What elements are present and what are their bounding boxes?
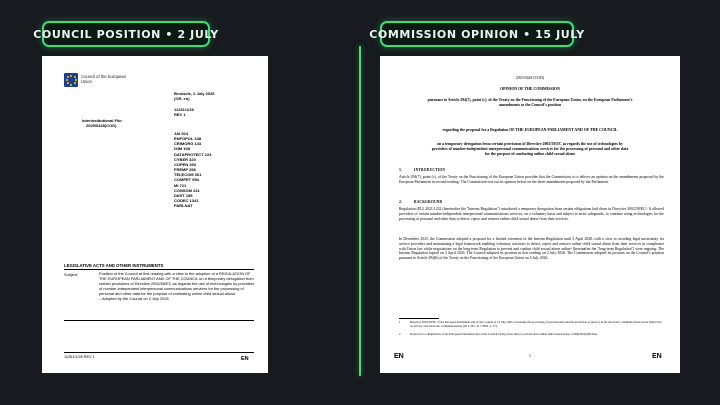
page-number: 1 [529, 354, 531, 358]
council-logo-text: Council of the European Union [81, 74, 126, 84]
footer-language-right: EN [652, 353, 662, 360]
footer-language-left: EN [394, 353, 404, 360]
original-language: (OR. en) [174, 96, 190, 101]
code-item: MI 721 [174, 182, 187, 188]
code-item: PARLNAT [174, 203, 193, 209]
eu-flag-icon [64, 73, 78, 87]
document-codes [174, 131, 211, 208]
code-item: COMPET 994 [174, 177, 199, 183]
pursuant-text: pursuant to Article 294(7), point (c), of the Treaty on the Functioning of the European Union, on the European Parliament's amendments to the Council's position [427, 98, 633, 107]
footnote-1-number: 1 [399, 320, 401, 324]
section-1-text: Article 294(7), point (c), of the Treaty on the Functioning of the European Union provides that the Commission is to deliver an opinion on the amendments proposed by the European Parliament in second reading. The Commission sets out its opinion below on the three amendments proposed by the Parliament. [399, 175, 664, 184]
section-1-number: 1. [399, 168, 402, 172]
code-item: CYBER 320 [174, 156, 196, 162]
derogation-text: on a temporary derogation from certain provisions of Directive 2002/58/EC as regards the use of technologies by providers of number-independent interpersonal communications services for the processing of personal and other data for the purpose of combating online child sexual abuse [431, 142, 629, 156]
place-date: Brussels, 2 July 2026 [174, 91, 215, 96]
council-position-label: COUNCIL POSITION • 2 JULY [42, 21, 210, 47]
code-item: CRIMORG 143 [174, 141, 202, 147]
subject-block [99, 272, 255, 301]
interinstitutional-value: 2025/0428(COD) [86, 123, 117, 128]
code-item: CODEC 1341 [174, 198, 199, 204]
code-item: IXIM 108 [174, 146, 191, 152]
code-item: FREMP 258 [174, 167, 196, 173]
code-item: TELECOM 361 [174, 172, 202, 178]
footnote-2-text: Proposal for a Regulation of the European Parliament and of the Council laying down rules to prevent and combat child sexual abuse, COM(2022)209 final. [410, 332, 598, 336]
opinion-title: OPINION OF THE COMMISSION [500, 87, 560, 91]
center-divider [359, 46, 361, 376]
document-number: 11261/1/26 [174, 107, 194, 112]
code-item: COPEN 253 [174, 161, 197, 167]
section-2-paragraph-2: In December 2025, the Commission adopted a proposal for a limited extension of the Interim Regulation until 3 April 2028, with a view to avoiding legal uncertainty for service providers and maintaining a legal framework enabling voluntary activities to detect, report and remove online child sexual abuse from their services in compliance with Union law while negotiations on the long-term Regulation to prevent and combat child sexual abuse online² (hereinafter the "long-term Regulation") were ongoing. The Interim Regulation lapsed on 3 April 2026. The Council adopted its position in first reading on 2 July 2026. The Commission adopted its position on the Council's position pursuant to Article 294(6) of the Treaty on the Functioning of the European Union on 3 July 2026. [399, 237, 664, 261]
section-2-number: 2. [399, 200, 402, 204]
subject-rule [64, 320, 254, 321]
footnote-rule [399, 318, 439, 319]
footer-reference: 11261/1/26 REV 1 [64, 355, 95, 359]
code-item: DATAPROTECT 223 [174, 151, 212, 157]
revision-number: REV 1 [174, 112, 186, 117]
commission-opinion-label: COMMISSION OPINION • 15 JULY [380, 21, 574, 47]
regarding-text: regarding the proposal for a Regulation OF THE EUROPEAN PARLIAMENT AND OF THE COUNCIL [442, 128, 618, 132]
footnote-2-number: 2 [399, 332, 401, 336]
code-item: CONSOM 221 [174, 187, 200, 193]
footer-language: EN [241, 356, 249, 362]
section-1-title: INTRODUCTION [414, 168, 446, 172]
section-2-paragraph-1: Regulation (EU) 2021/1232 (hereinafter the "Interim Regulation") introduced a temporary derogation from certain obligations laid down in Directive 2002/58/EC¹. It allowed providers of certain number-independent interpersonal communications services, on a voluntary basis and subject to strict safeguards, to continue using technologies for the processing of personal and other data to detect, report and remove online child sexual abuse from their services. [399, 207, 664, 221]
code-item: JAI 924 [174, 131, 189, 136]
footnote-1-text: Directive 2002/58/EC of the European Parliament and of the Council of 12 July 2002 concerning the processing of personal data and the protection of privacy in the electronic communications sector (Directive on privacy and electronic communications) (OJ L 201, 31.7.2002, p. 37). [410, 320, 662, 328]
subject-text: Position of the Council at first reading with a view to the adoption of a REGULATION OF THE EUROPEAN PARLIAMENT AND OF THE COUNCIL on a temporary derogation from certain provisions of Directive 2002/58/EC as regards the use of technologies by providers of number-independent interpersonal communications services for the processing of personal and other data for the purpose of combating online child sexual abuse [99, 271, 255, 296]
section-2-title: BACKGROUND [414, 200, 443, 204]
interinstitutional-label: Interinstitutional File: [82, 118, 123, 123]
council-logo [64, 73, 124, 93]
commission-document-page [380, 56, 680, 373]
code-item: ENFOPOL 248 [174, 136, 202, 142]
procedure-number: 2025/0428 (COD) [515, 76, 545, 80]
subject-label: Subject: [64, 272, 79, 277]
subject-adopted: – Adopted by the Council on 2 July 2026 [99, 295, 169, 301]
section-heading: LEGISLATIVE ACTS AND OTHER INSTRUMENTS [64, 263, 164, 268]
code-item: DIGIT 185 [174, 192, 193, 198]
footer-rule [64, 352, 254, 353]
heading-rule [64, 269, 254, 270]
council-document-page [42, 56, 268, 373]
